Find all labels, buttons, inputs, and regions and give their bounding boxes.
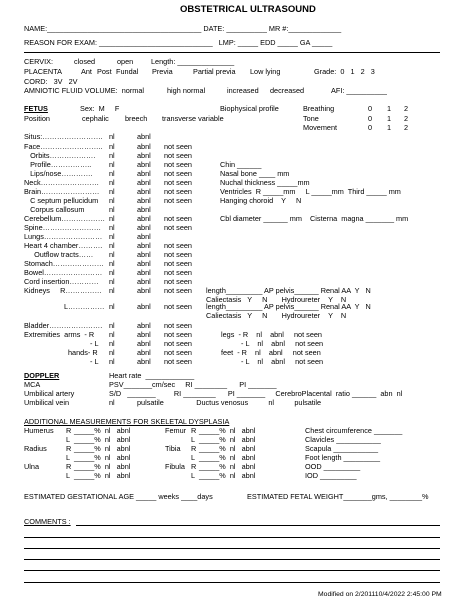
anatomy-not-seen: not seen <box>164 160 192 169</box>
bladder-not-seen: not seen <box>164 321 192 330</box>
anatomy-nl: nl <box>109 205 115 214</box>
anatomy-label: Lungs…………………… <box>24 232 103 241</box>
anatomy-label: Corpus callosum <box>24 205 85 214</box>
ext-nl: nl <box>109 339 115 348</box>
afv-high-normal: high normal <box>167 86 206 95</box>
bone-measure: _____% nl abnl <box>74 453 131 462</box>
cbl-cisterna-field: Cbl diameter ______ mm Cisterna magna _______ mm <box>220 214 409 223</box>
anatomy-label: Spine…………………… <box>24 223 102 232</box>
skeletal-extra: Chest circumference _______ <box>305 426 403 435</box>
ventricles-field: Ventricles R _____mm L _____mm Third _____ mm <box>220 187 401 196</box>
header-rule <box>24 52 440 53</box>
anatomy-label: Orbits………………. <box>24 151 96 160</box>
anatomy-abnl: abnl <box>137 214 151 223</box>
anatomy-not-seen: not seen <box>164 196 192 205</box>
kidneys-r-abnl: abnl <box>137 286 151 295</box>
cervix-open: open <box>117 57 134 66</box>
placenta-label: PLACENTA <box>24 67 62 76</box>
position-label: Position <box>24 114 50 123</box>
anatomy-label: Neck…………………… <box>24 178 99 187</box>
anatomy-label: Stomach………………… <box>24 259 104 268</box>
umbilical-vein-values: nl pulsatile Ductus venosus nl pulsatile <box>109 398 322 407</box>
bone2-measure: _____% nl abnl <box>199 453 256 462</box>
bpp-breathing-1: 1 <box>387 104 392 113</box>
afv-label: AMNIOTIC FLUID VOLUME: normal <box>24 86 145 95</box>
bpp-breathing-label: Breathing <box>303 104 335 113</box>
bpp-breathing-2: 2 <box>404 104 409 113</box>
kidneys-l-abnl: abnl <box>137 302 151 311</box>
skeletal-heading: ADDITIONAL MEASUREMENTS FOR SKELETAL DYSPLASIA <box>24 417 230 426</box>
bladder-label: Bladder…………………. <box>24 321 103 330</box>
anatomy-nl: nl <box>109 232 115 241</box>
comment-line[interactable] <box>24 570 440 571</box>
estimated-fetal-weight: ESTIMATED FETAL WEIGHT_______gms, ________% <box>247 492 429 501</box>
bone-measure: _____% nl abnl <box>74 462 131 471</box>
skeletal-extra: Clavicles ___________ <box>305 435 381 444</box>
anatomy-nl: nl <box>109 151 115 160</box>
anatomy-abnl: abnl <box>137 169 151 178</box>
bone2-measure: _____% nl abnl <box>199 462 256 471</box>
anatomy-not-seen: not seen <box>164 169 192 178</box>
anatomy-not-seen: not seen <box>164 142 192 151</box>
anatomy-nl: nl <box>109 241 115 250</box>
bladder-abnl: abnl <box>137 321 151 330</box>
hanging-choroid-field: Hanging choroid Y N <box>220 196 302 205</box>
anatomy-not-seen: not seen <box>164 241 192 250</box>
anatomy-nl: nl <box>109 214 115 223</box>
bone2-label: Femur <box>165 426 187 435</box>
bone2-measure: _____% nl abnl <box>199 426 256 435</box>
ext-not-seen: not seen <box>164 339 192 348</box>
ext-nl: nl <box>109 357 115 366</box>
placenta-fundal: Fundal <box>116 67 139 76</box>
fetus-heading: FETUS <box>24 104 48 113</box>
kidneys-r-not-seen: not seen <box>164 286 192 295</box>
ext-abnl: abnl <box>137 357 151 366</box>
anatomy-label: C septum pellucidum <box>24 196 99 205</box>
anatomy-abnl: abnl <box>137 223 151 232</box>
placenta-partial-previa: Partial previa <box>193 67 236 76</box>
comment-line[interactable] <box>24 582 440 583</box>
name-date-mr-line: NAME:______________________________________ DATE: __________ MR #:_____________ <box>24 24 342 33</box>
anatomy-label: Profile…………….. <box>24 160 92 169</box>
anatomy-not-seen: not seen <box>164 178 192 187</box>
position-breech: breech <box>125 114 148 123</box>
umbilical-artery-values: S/D _______ RI ________ PI _______ CerebroPlacental ratio ______ abn nl <box>109 389 403 398</box>
position-transverse: transverse variable <box>162 114 224 123</box>
anatomy-not-seen: not seen <box>164 223 192 232</box>
bone2-label: Tibia <box>165 444 181 453</box>
anatomy-nl: nl <box>109 196 115 205</box>
bone2-side: R <box>191 444 197 453</box>
heart-rate-field: Heart rate ____________ <box>109 371 195 380</box>
anatomy-label: Cord insertion………… <box>24 277 99 286</box>
bone2-measure: _____% nl abnl <box>199 471 256 480</box>
anatomy-nl: nl <box>109 187 115 196</box>
mca-values: PSV_______cm/sec RI ________ PI _______ <box>109 380 277 389</box>
cervix-length: Length: ______________ <box>151 57 235 66</box>
bladder-nl: nl <box>109 321 115 330</box>
umbilical-artery-label: Umbilical artery <box>24 389 75 398</box>
anatomy-nl: nl <box>109 169 115 178</box>
anatomy-label: Face…………………….. <box>24 142 103 151</box>
placenta-previa: Previa <box>152 67 173 76</box>
ext-not-seen: not seen <box>164 357 192 366</box>
placenta-grade: Grade: 0 1 2 3 <box>314 67 375 76</box>
bpp-tone-1: 1 <box>387 114 392 123</box>
reason-lmp-edd-ga-line: REASON FOR EXAM: ____________________________ LMP: _____ EDD _____ GA _____ <box>24 38 333 47</box>
kidneys-r-nl: nl <box>109 286 115 295</box>
afv-decreased: decreased <box>270 86 305 95</box>
anatomy-abnl: abnl <box>137 142 151 151</box>
bone-measure: _____% nl abnl <box>74 444 131 453</box>
bpp-movement-2: 2 <box>404 123 409 132</box>
bone2-side: L <box>191 435 196 444</box>
afv-increased: increased <box>227 86 259 95</box>
anatomy-not-seen: not seen <box>164 214 192 223</box>
bone2-side: R <box>191 462 197 471</box>
bone-side: L <box>66 471 71 480</box>
comment-line[interactable] <box>76 525 440 526</box>
anatomy-label: Outflow tracts…… <box>24 250 94 259</box>
bone-side: R <box>66 462 72 471</box>
umbilical-vein-label: Umbilical vein <box>24 398 70 407</box>
nuchal-thickness-field: Nuchal thickness _____mm <box>220 178 310 187</box>
anatomy-nl: nl <box>109 142 115 151</box>
bone2-label: Fibula <box>165 462 185 471</box>
bone-measure: _____% nl abnl <box>74 426 131 435</box>
cervix-label: CERVIX: <box>24 57 54 66</box>
ext-nl: nl <box>109 348 115 357</box>
anatomy-label: Heart 4 chamber………. <box>24 241 103 250</box>
ext-not-seen: not seen <box>164 348 192 357</box>
anatomy-nl: nl <box>109 277 115 286</box>
bone-side: R <box>66 444 72 453</box>
bpp-tone-0: 0 <box>368 114 373 123</box>
comment-line[interactable] <box>24 559 440 560</box>
ext-abnl: abnl <box>137 348 151 357</box>
mca-label: MCA <box>24 380 41 389</box>
anatomy-abnl: abnl <box>137 196 151 205</box>
bone-measure: _____% nl abnl <box>74 435 131 444</box>
kidneys-r-caliectasis-line: Caliectasis Y N Hydroureter Y N <box>206 295 347 304</box>
fetus-sex: Sex: M F <box>80 104 120 113</box>
kidneys-l-label: L…………… <box>64 302 105 311</box>
anatomy-abnl: abnl <box>137 241 151 250</box>
bone-side: L <box>66 453 71 462</box>
anatomy-label: Brain…………………… <box>24 187 100 196</box>
bone-side: R <box>66 426 72 435</box>
anatomy-nl: nl <box>109 132 115 141</box>
anatomy-abnl: abnl <box>137 250 151 259</box>
bone-label: Radius <box>24 444 47 453</box>
anatomy-nl: nl <box>109 259 115 268</box>
comment-line[interactable] <box>24 548 440 549</box>
anatomy-label: Lips/nose…………. <box>24 169 93 178</box>
ext-nl: nl <box>109 330 115 339</box>
legs-r-line: legs - R nl abnl not seen <box>221 330 322 339</box>
anatomy-abnl: abnl <box>137 277 151 286</box>
anatomy-nl: nl <box>109 160 115 169</box>
anatomy-nl: nl <box>109 250 115 259</box>
bone2-side: L <box>191 453 196 462</box>
biophysical-profile-label: Biophysical profile <box>220 104 279 113</box>
bone2-side: R <box>191 426 197 435</box>
bone2-measure: _____% nl abnl <box>199 435 256 444</box>
ext-abnl: abnl <box>137 330 151 339</box>
anatomy-not-seen: not seen <box>164 250 192 259</box>
bone2-measure: _____% nl abnl <box>199 444 256 453</box>
bpp-movement-1: 1 <box>387 123 392 132</box>
legs-l-line: - L nl abnl not seen <box>241 339 324 348</box>
estimated-gestational-age: ESTIMATED GESTATIONAL AGE _____ weeks ____days <box>24 492 213 501</box>
anatomy-label: Cerebellum……………… <box>24 214 106 223</box>
kidneys-r-label: Kidneys R…………… <box>24 286 102 295</box>
page-title: OBSTETRICAL ULTRASOUND <box>180 4 316 15</box>
bone-side: L <box>66 435 71 444</box>
bone-measure: _____% nl abnl <box>74 471 131 480</box>
skeletal-extra: Scapula ___________ <box>305 444 379 453</box>
cervix-closed: closed <box>74 57 96 66</box>
anatomy-not-seen: not seen <box>164 268 192 277</box>
bone2-side: L <box>191 471 196 480</box>
anatomy-abnl: abnl <box>137 268 151 277</box>
anatomy-nl: nl <box>109 268 115 277</box>
anatomy-abnl: abnl <box>137 132 151 141</box>
extremities-hands-r-label: hands- R <box>68 348 98 357</box>
anatomy-not-seen: not seen <box>164 277 192 286</box>
anatomy-abnl: abnl <box>137 178 151 187</box>
kidneys-l-caliectasis-line: Caliectasis Y N Hydroureter Y N <box>206 311 347 320</box>
extremities-arms-l-label: - L <box>90 339 99 348</box>
anatomy-nl: nl <box>109 223 115 232</box>
anatomy-label: Bowel…………………… <box>24 268 103 277</box>
bpp-movement-label: Movement <box>303 123 338 132</box>
feet-l-line: - L nl abnl not seen <box>241 357 324 366</box>
placenta-low-lying: Low lying <box>250 67 281 76</box>
anatomy-abnl: abnl <box>137 151 151 160</box>
kidneys-l-nl: nl <box>109 302 115 311</box>
placenta-post: Post <box>97 67 112 76</box>
anatomy-abnl: abnl <box>137 187 151 196</box>
feet-r-line: feet - R nl abnl not seen <box>221 348 321 357</box>
skeletal-extra: OOD _________ <box>305 462 361 471</box>
nasal-bone-field: Nasal bone ____ mm <box>220 169 290 178</box>
anatomy-nl: nl <box>109 178 115 187</box>
anatomy-not-seen: not seen <box>164 187 192 196</box>
extremities-hands-l-label: - L <box>90 357 99 366</box>
anatomy-abnl: abnl <box>137 160 151 169</box>
doppler-heading: DOPPLER <box>24 371 60 380</box>
anatomy-abnl: abnl <box>137 205 151 214</box>
bpp-tone-label: Tone <box>303 114 319 123</box>
position-cephalic: cephalic <box>82 114 109 123</box>
extremities-arms-r-label: Extremities arms - R <box>24 330 95 339</box>
ext-not-seen: not seen <box>164 330 192 339</box>
comment-line[interactable] <box>24 537 440 538</box>
anatomy-not-seen: not seen <box>164 151 192 160</box>
bpp-breathing-0: 0 <box>368 104 373 113</box>
bone-label: Ulna <box>24 462 40 471</box>
anatomy-abnl: abnl <box>137 259 151 268</box>
afi-field: AFI: __________ <box>331 86 387 95</box>
modified-footer: Modified on 2/201110/4/2022 2:45:00 PM <box>318 591 442 598</box>
chin-field: Chin ______ <box>220 160 262 169</box>
skeletal-extra: IOD _________ <box>305 471 357 480</box>
kidneys-l-measure-line: length_________ AP pelvis______ Renal AA Y N <box>206 302 371 311</box>
comments-label: COMMENTS : <box>24 517 71 526</box>
kidneys-l-not-seen: not seen <box>164 302 192 311</box>
bpp-tone-2: 2 <box>404 114 409 123</box>
anatomy-abnl: abnl <box>137 232 151 241</box>
bone-label: Humerus <box>24 426 54 435</box>
ext-abnl: abnl <box>137 339 151 348</box>
anatomy-label: Situs:……………………. <box>24 132 103 141</box>
kidneys-r-measure-line: length_________ AP pelvis______ Renal AA Y N <box>206 286 371 295</box>
bpp-movement-0: 0 <box>368 123 373 132</box>
cord-line: CORD: 3V 2V <box>24 77 78 86</box>
anatomy-not-seen: not seen <box>164 259 192 268</box>
placenta-ant: Ant <box>81 67 92 76</box>
skeletal-extra: Foot length _________ <box>305 453 381 462</box>
